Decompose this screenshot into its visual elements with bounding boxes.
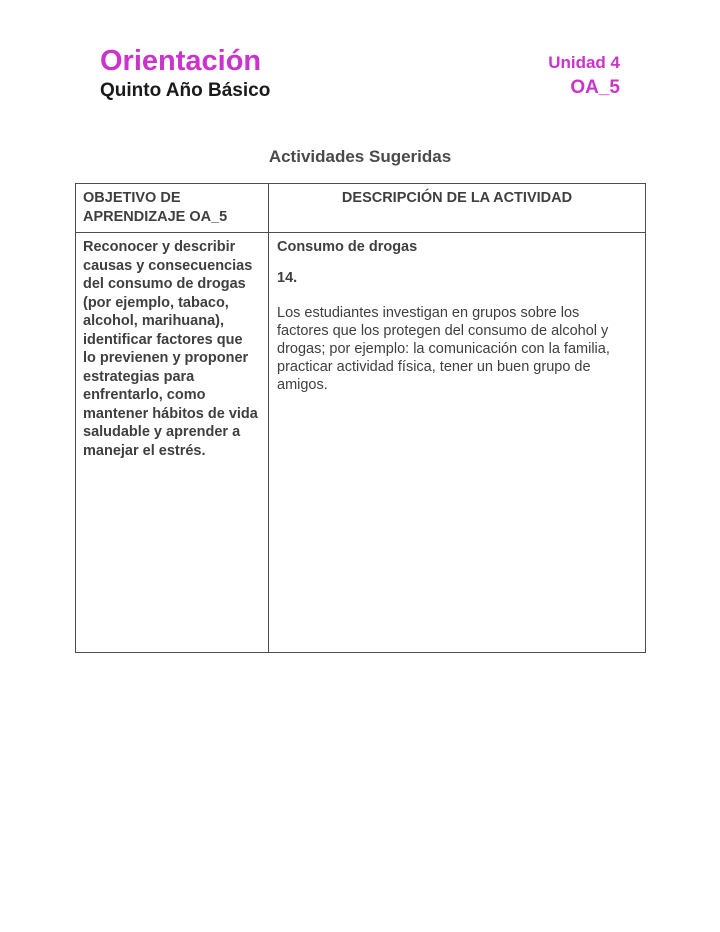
grade-subtitle: Quinto Año Básico (100, 80, 271, 102)
objective-cell: Reconocer y describir causas y consecuencias del consumo de drogas (por ejemplo, tabaco, alcohol, marihuana), identificar factores que lo previenen y proponer estrategias para enfrentarlo, como mantener hábitos de vida saludable y aprender a manejar el estrés. (76, 233, 269, 653)
oa-code-label: OA_5 (570, 77, 620, 98)
unit-label: Unidad 4 (548, 53, 620, 72)
activity-description: Los estudiantes investigan en grupos sobre los factores que los protegen del consumo de alcohol y drogas; por ejemplo: la comunicación con la familia, practicar actividad física, tener un buen grupo de amigos. (277, 305, 610, 393)
document-header (100, 45, 620, 102)
activity-topic: Consumo de drogas (277, 239, 418, 255)
activity-cell (269, 233, 646, 653)
description-column-header: DESCRIPCIÓN DE LA ACTIVIDAD (269, 184, 646, 233)
table-body-row (76, 233, 646, 653)
section-title: Actividades Sugeridas (268, 147, 452, 166)
header-left-block (100, 45, 270, 102)
subject-title: Orientación (100, 45, 262, 77)
table-header-row (76, 184, 646, 233)
objective-column-header: OBJETIVO DE APRENDIZAJE OA_5 (76, 184, 269, 233)
header-right-block (548, 45, 620, 99)
activity-number: 14. (277, 270, 298, 286)
activities-table (75, 183, 646, 653)
